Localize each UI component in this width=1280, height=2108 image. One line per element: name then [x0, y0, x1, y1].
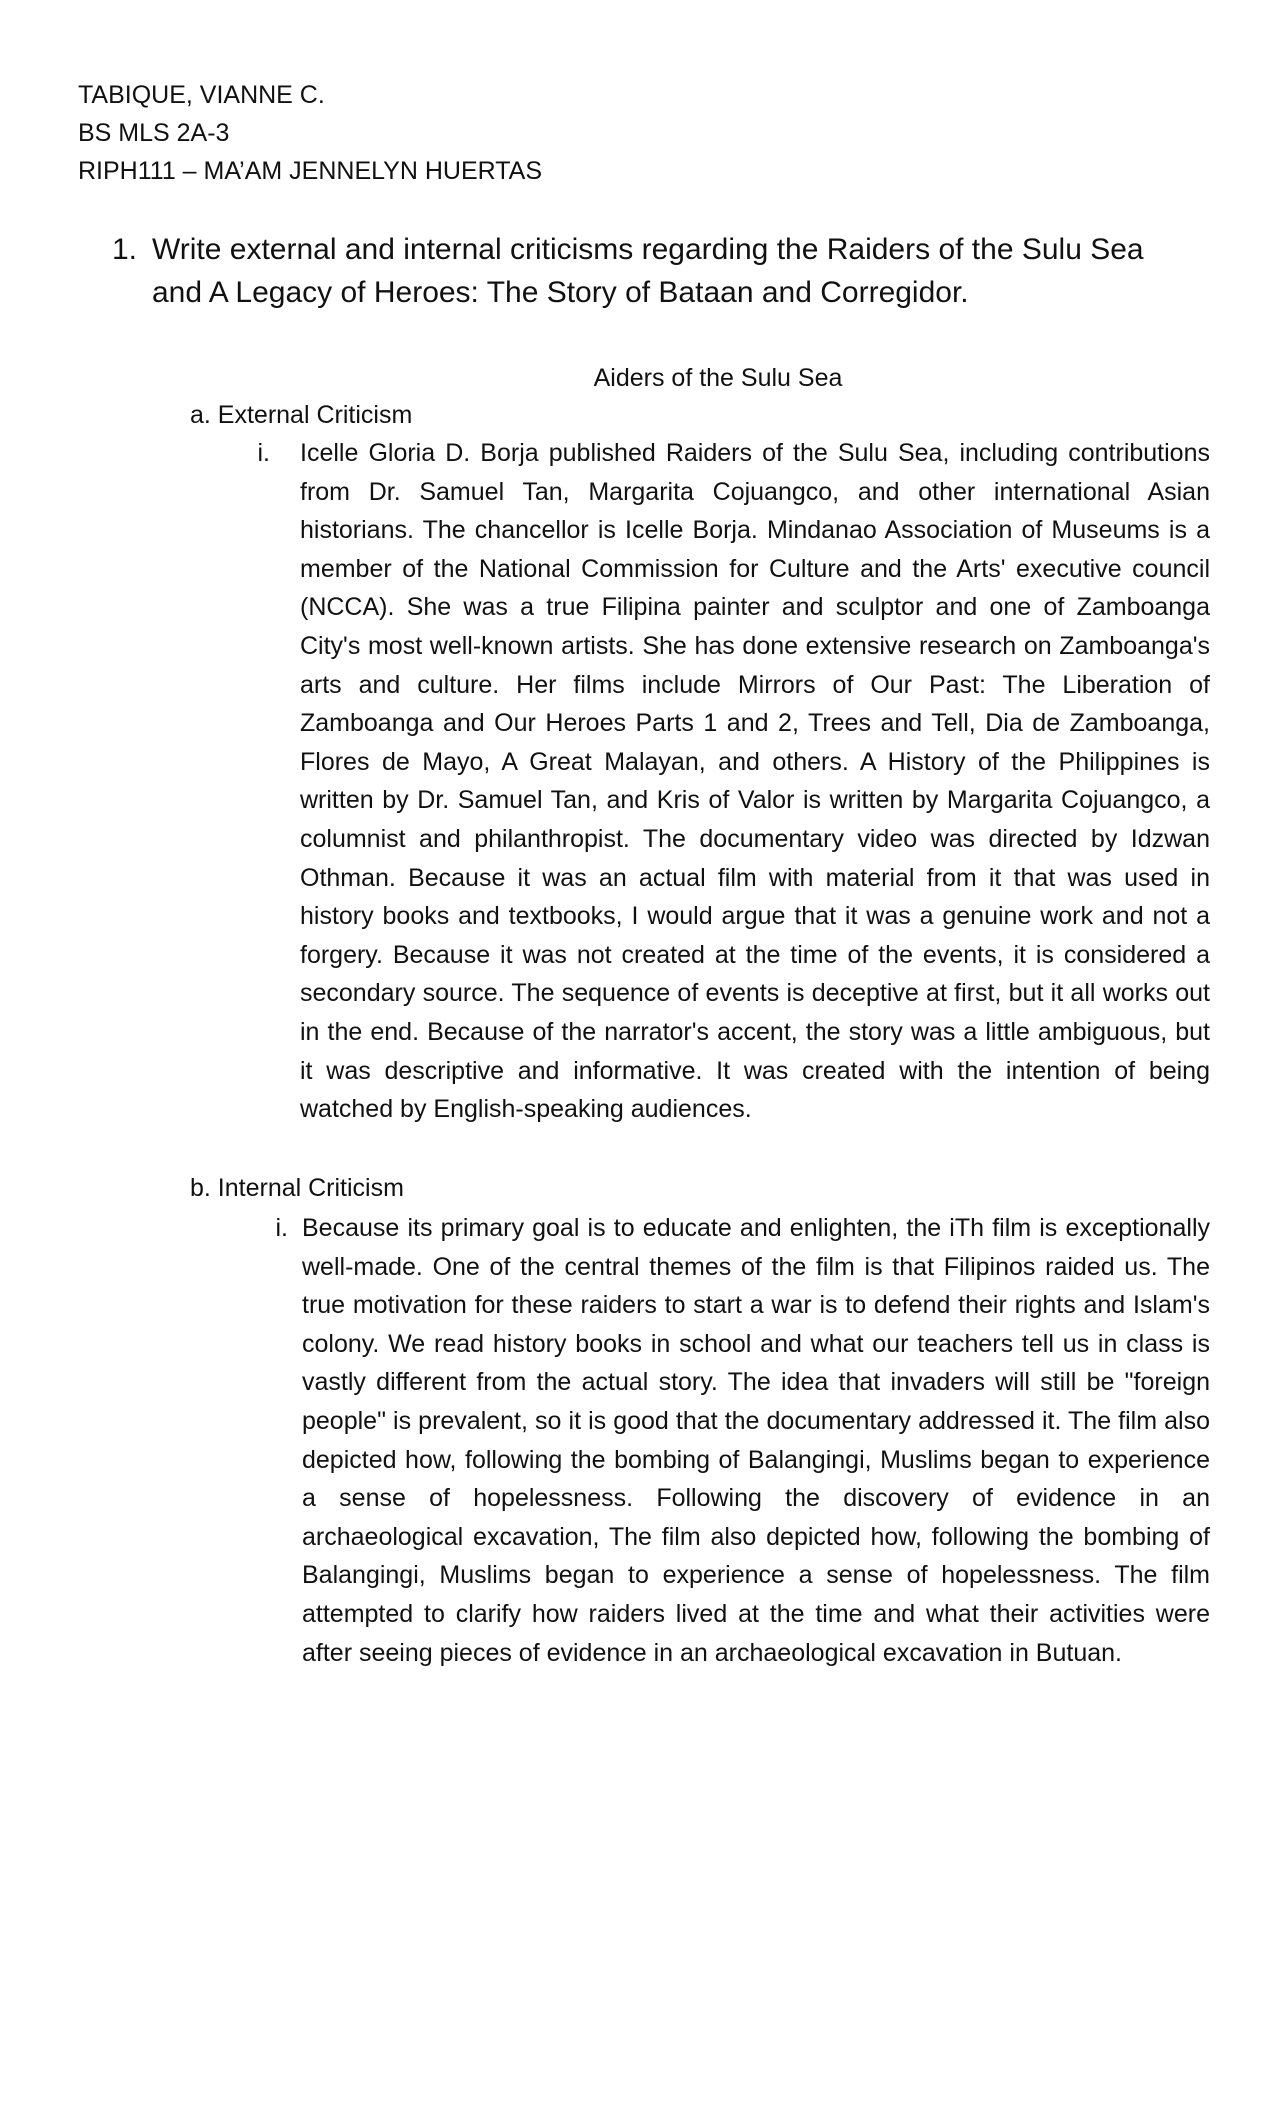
course-line: RIPH111 – MA’AM JENNELYN HUERTAS [78, 157, 543, 185]
internal-criticism-text: Because its primary goal is to educate and enlighten, the iTh film is exceptionally well-made. One of the central themes of the film is that Filipinos raided us. The true motivation for these raiders to start a war is to defend their rights and Islam's colony. We read history books in school and what our teachers tell us in class is vastly different from the actual story. The idea that invaders will still be "foreign people" is prevalent, so it is good that the documentary addressed it. The film also depicted how, following the bombing of Balangingi, Muslims began to experience a sense of hopelessness. Following the discovery of evidence in an archaeological excavation, The film also depicted how, following the bombing of Balangingi, Muslims began to experience a sense of hopelessness. The film attempted to clarify how raiders lived at the time and what their activities were after seeing pieces of evidence in an archaeological excavation in Butuan. [302, 1214, 1210, 1667]
internal-criticism-heading: b. Internal Criticism [190, 1174, 404, 1202]
student-section: BS MLS 2A-3 [78, 119, 230, 147]
question-block [112, 228, 1192, 314]
question-text: Write external and internal criticisms regarding the Raiders of the Sulu Sea and A Legacy of Heroes: The Story of Bataan and Corregidor. [152, 233, 1144, 309]
question-number: 1. [112, 233, 138, 266]
external-criticism-text: Icelle Gloria D. Borja published Raiders of the Sulu Sea, including contributions from Dr. Samuel Tan, Margarita Cojuangco, and other international Asian historians. The chancellor is Icelle Borja. Mindanao Association of Museums is a member of the National Commission for Culture and the Arts' executive council (NCCA). She was a true Filipina painter and sculptor and one of Zamboanga City's most well-known artists. She has done extensive research on Zamboanga's arts and culture. Her films include Mirrors of Our Past: The Liberation of Zamboanga and Our Heroes Parts 1 and 2, Trees and Tell, Dia de Zamboanga, Flores de Mayo, A Great Malayan, and others. A History of the Philippines is written by Dr. Samuel Tan, and Kris of Valor is written by Margarita Cojuangco, a columnist and philanthropist. The documentary video was directed by Idzwan Othman. Because it was an actual film with material from it that was used in history books and textbooks, I would argue that it was a genuine work and not a forgery. Because it was not created at the time of the events, it is considered a secondary source. The sequence of events is deceptive at first, but it all works out in the end. Because of the narrator's accent, the story was a little ambiguous, but it was descriptive and informative. It was created with the intention of being watched by English-speaking audiences. [300, 439, 1210, 1124]
external-item-number: i. [257, 439, 270, 467]
student-name: TABIQUE, VIANNE C. [78, 81, 325, 109]
internal-criticism-item [262, 1209, 1210, 1672]
student-header [78, 76, 778, 190]
external-criticism-item [240, 434, 1210, 1129]
document-title: Aiders of the Sulu Sea [593, 364, 843, 392]
external-criticism-heading: a. External Criticism [190, 401, 413, 429]
internal-item-number: i. [275, 1214, 288, 1242]
